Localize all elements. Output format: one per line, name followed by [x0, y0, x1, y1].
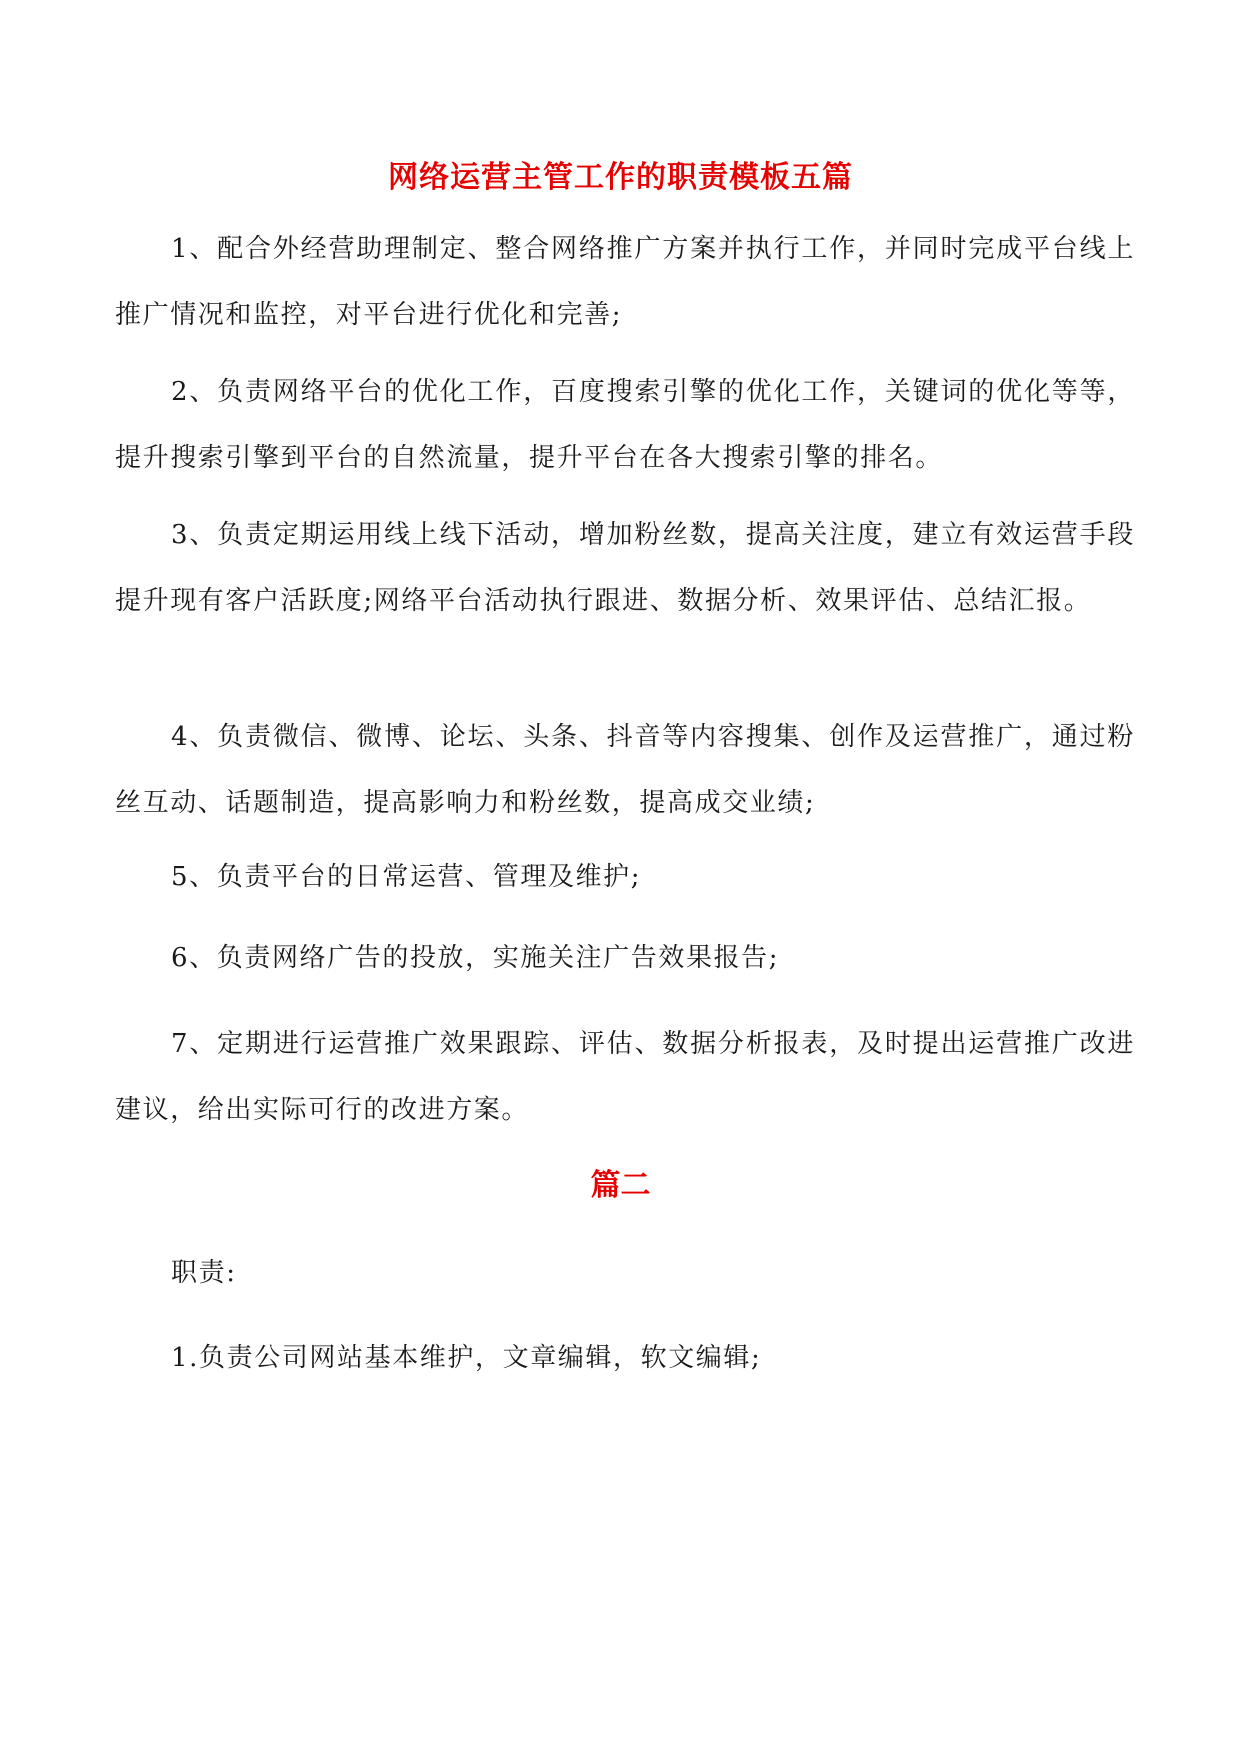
- paragraph-2: 2、负责网络平台的优化工作，百度搜索引擎的优化工作，关键词的优化等等，提升搜索引擎到平台的自然流量，提升平台在各大搜索引擎的排名。: [115, 377, 1135, 473]
- section-item-1: 1.负责公司网站基本维护，文章编辑，软文编辑;: [171, 1343, 762, 1373]
- paragraph-7: 7、定期进行运营推广效果跟踪、评估、数据分析报表，及时提出运营推广改进建议，给出实际可行的改进方案。: [115, 1029, 1135, 1125]
- paragraph-3: 3、负责定期运用线上线下活动，增加粉丝数，提高关注度，建立有效运营手段提升现有客户活跃度;网络平台活动执行跟进、数据分析、效果评估、总结汇报。: [115, 520, 1135, 616]
- document-title: 网络运营主管工作的职责模板五篇: [388, 160, 853, 195]
- section-label: 职责:: [171, 1258, 237, 1288]
- paragraph-4: 4、负责微信、微博、论坛、头条、抖音等内容搜集、创作及运营推广，通过粉丝互动、话题制造，提高影响力和粉丝数，提高成交业绩;: [115, 722, 1135, 818]
- paragraph-5: 5、负责平台的日常运营、管理及维护;: [171, 862, 642, 892]
- section-title: 篇二: [590, 1168, 651, 1203]
- paragraph-1: 1、配合外经营助理制定、整合网络推广方案并执行工作，并同时完成平台线上推广情况和监控，对平台进行优化和完善;: [115, 234, 1135, 330]
- paragraph-6: 6、负责网络广告的投放，实施关注广告效果报告;: [171, 943, 780, 973]
